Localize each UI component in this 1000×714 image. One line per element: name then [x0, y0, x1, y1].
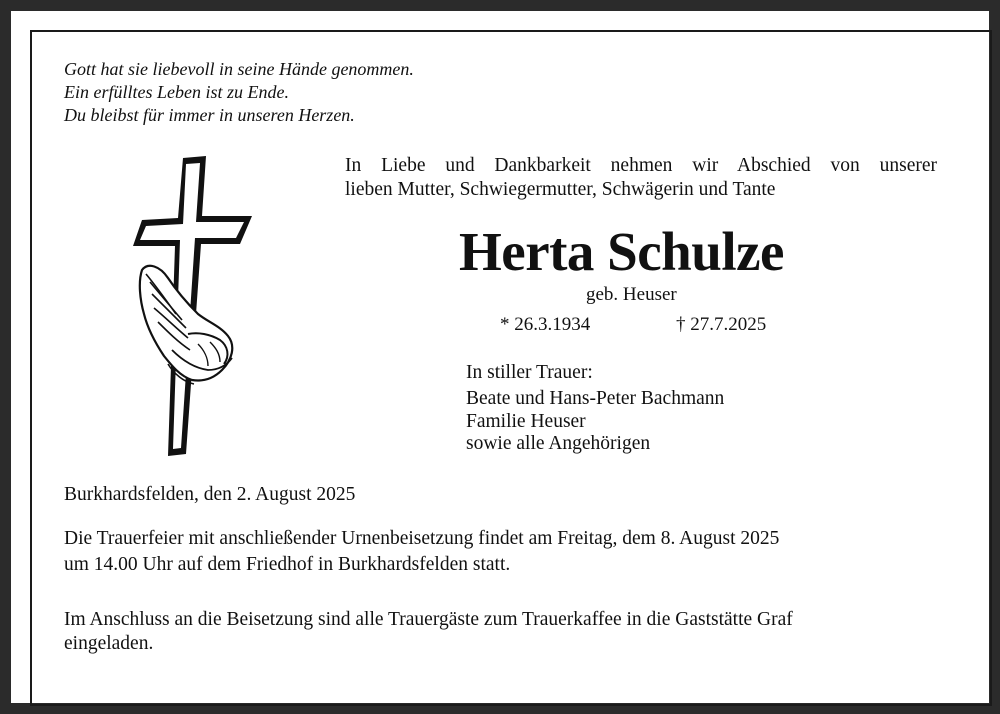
mourner-name: Familie Heuser: [466, 410, 586, 432]
birth-date: * 26.3.1934: [500, 314, 591, 335]
poem: [64, 58, 414, 127]
deceased-name: Herta Schulze: [459, 221, 784, 282]
place-date: Burkhardsfelden, den 2. August 2025: [64, 484, 356, 505]
poem-line: Gott hat sie liebevoll in seine Hände genommen.: [64, 59, 414, 79]
cross-icon: [128, 154, 256, 459]
invitation-text: [64, 608, 793, 656]
death-date: † 27.7.2025: [676, 314, 767, 335]
mourner-name: Beate und Hans-Peter Bachmann: [466, 388, 725, 409]
invitation-line: eingeladen.: [64, 633, 154, 654]
mourner-name: sowie alle Angehörigen: [466, 433, 651, 454]
maiden-name: geb. Heuser: [586, 284, 677, 305]
mourners-heading: In stiller Trauer:: [466, 362, 593, 383]
intro-line: lieben Mutter, Schwiegermutter, Schwägerin und Tante: [345, 179, 776, 200]
mourners-list: [466, 388, 724, 456]
cross-with-hands: [128, 154, 256, 459]
poem-line: Ein erfülltes Leben ist zu Ende.: [64, 82, 289, 102]
ceremony-line: Die Trauerfeier mit anschließender Urnenbeisetzung findet am Freitag, dem 8. August 2025: [64, 528, 780, 549]
ceremony-line: um 14.00 Uhr auf dem Friedhof in Burkhardsfelden statt.: [64, 554, 511, 575]
intro-line: In Liebe und Dankbarkeit nehmen wir Abschied von unserer: [345, 155, 937, 176]
ceremony-text: [64, 526, 779, 578]
intro-text: [345, 154, 937, 202]
invitation-line: Im Anschluss an die Beisetzung sind alle Trauergäste zum Trauerkaffee in die Gaststätte Graf: [64, 609, 793, 630]
poem-line: Du bleibst für immer in unseren Herzen.: [64, 105, 355, 125]
